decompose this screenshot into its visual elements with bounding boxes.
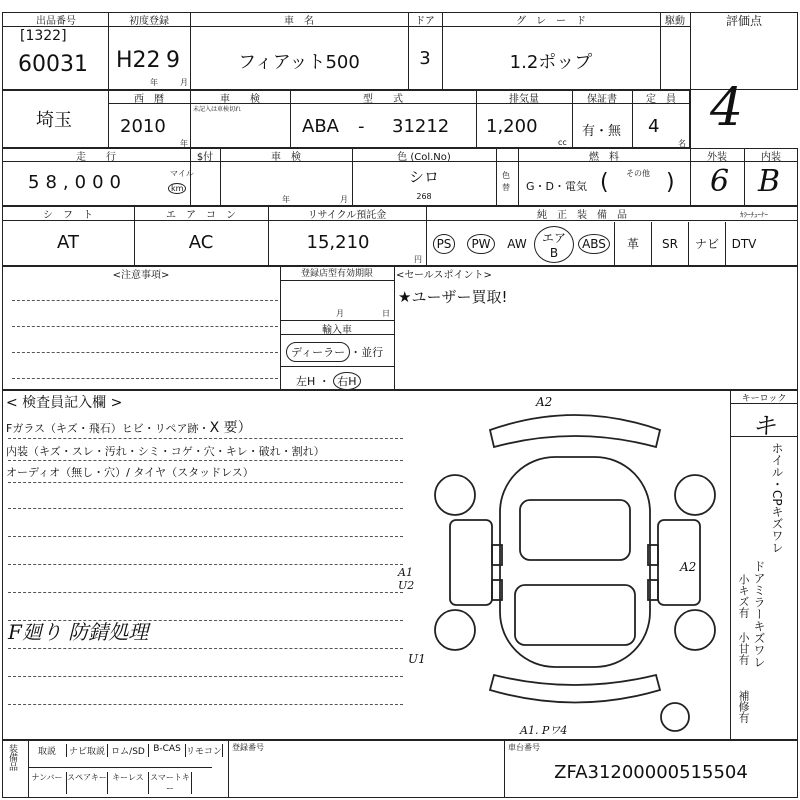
displacement-label: 排気量 bbox=[509, 94, 539, 105]
vin: ZFA31200000515504 bbox=[554, 762, 748, 783]
capacity: 4 bbox=[648, 116, 660, 137]
doors: 3 bbox=[419, 48, 431, 69]
equip-dtv: DTV bbox=[725, 222, 762, 266]
mark-front: A2 bbox=[536, 395, 553, 409]
footer-items-bottom: ナンバー スペアキー キーレス スマートキー bbox=[28, 772, 192, 794]
capacity-label: 定 員 bbox=[646, 94, 676, 105]
reg-expiry-label: 登録店型有効期限 bbox=[300, 269, 373, 279]
keylock-value: キ bbox=[752, 412, 776, 440]
year-label: 西 暦 bbox=[134, 94, 164, 105]
mark-left2: U1 bbox=[408, 652, 426, 666]
exterior-label: 外装 bbox=[707, 152, 727, 163]
color: シロ bbox=[408, 168, 439, 186]
fuel-label: 燃 料 bbox=[589, 152, 619, 163]
lot-prefix: [1322] bbox=[20, 28, 67, 44]
ac: AC bbox=[188, 232, 214, 253]
mileage-label: 走 行 bbox=[76, 152, 116, 163]
equip-aw: AW bbox=[507, 237, 527, 251]
year: 2010 bbox=[120, 116, 166, 137]
interior-label: 内装 bbox=[761, 152, 781, 163]
footer-items-top: 取説 ナビ取説 ロム/SD B-CAS リモコン bbox=[28, 744, 223, 757]
shift: AT bbox=[57, 232, 79, 253]
glass-line: Fガラス（キズ・飛石）ヒビ・リペア跡・X 要） bbox=[6, 420, 252, 436]
notes-row bbox=[2, 266, 798, 390]
car-name: フィアット500 bbox=[238, 52, 360, 73]
recycle-label: リサイクル預託金 bbox=[307, 210, 387, 221]
audio-line: オーディオ（無し・穴）/ タイヤ（スタッドレス） bbox=[6, 466, 254, 479]
interior: B bbox=[758, 164, 781, 199]
lot-number: 60031 bbox=[18, 52, 88, 77]
footer-equip-label: 装備品 bbox=[7, 744, 17, 771]
inspector-title: < 検査員記入欄 > bbox=[6, 395, 123, 411]
region: 埼玉 bbox=[36, 110, 72, 131]
legend-repaired: 補修有 bbox=[737, 690, 750, 723]
mark-right: A2 bbox=[680, 560, 697, 574]
reg-no-label: 登録番号 bbox=[232, 743, 264, 752]
right-hand: 右H bbox=[333, 372, 360, 390]
keylock-label: キーロック bbox=[741, 394, 787, 404]
color-label: 色 (Col.No) bbox=[397, 152, 451, 163]
fuel-options: G・D・電気 bbox=[526, 180, 587, 193]
first-reg-month: 9 bbox=[166, 48, 180, 73]
grade: 1.2ポップ bbox=[509, 52, 593, 73]
equip-leather: 革 bbox=[614, 222, 651, 266]
first-reg-era: H22 bbox=[116, 48, 161, 73]
mileage: 58,000 bbox=[28, 172, 127, 193]
color-no: 268 bbox=[416, 192, 432, 201]
equip-pw: PW bbox=[467, 234, 494, 254]
displacement: 1,200 bbox=[486, 116, 538, 137]
mark-left: A1 U2 bbox=[398, 566, 415, 592]
inspection-label: 車 検 bbox=[220, 94, 260, 105]
score-label: 評価点 bbox=[725, 14, 762, 28]
car-name-label: 車 名 bbox=[284, 16, 314, 27]
sales-label: <セールスポイント> bbox=[396, 270, 492, 281]
ac-label: エ ア コ ン bbox=[166, 210, 236, 221]
legend-small2: 小甘有 bbox=[737, 632, 750, 665]
km-unit: km bbox=[168, 183, 186, 194]
import-label: 輸入車 bbox=[322, 325, 352, 336]
interior-line: 内装（キズ・スレ・汚れ・シミ・コゲ・穴・キレ・破れ・割れ） bbox=[6, 445, 325, 458]
legend-small: 小キズ有 bbox=[737, 574, 750, 618]
shift-label: シ フ ト bbox=[43, 210, 93, 221]
model-prefix: ABA bbox=[302, 116, 339, 137]
warranty-label: 保証書 bbox=[587, 94, 617, 105]
recycle: 15,210 bbox=[306, 232, 370, 253]
equip-list bbox=[426, 222, 798, 266]
sales-point: ★ユーザー買取! bbox=[398, 288, 508, 306]
vin-label: 車台番号 bbox=[508, 743, 540, 752]
door-label: ドア bbox=[415, 16, 435, 27]
mark-rear: A1. Pワ4 bbox=[520, 724, 568, 737]
equip-sr: SR bbox=[651, 222, 688, 266]
handwritten-note: F廻り 防錆処理 bbox=[8, 620, 149, 644]
score: 4 bbox=[710, 78, 744, 138]
equip-abs: ABS bbox=[578, 234, 610, 254]
equip-navi: ナビ bbox=[688, 222, 725, 266]
caution-label: <注意事項> bbox=[112, 270, 170, 281]
grade-label: グ レ ー ド bbox=[516, 16, 586, 27]
warranty: 有・無 bbox=[582, 124, 622, 139]
shaken-label: 車 検 bbox=[271, 152, 301, 163]
equip-label: 純 正 装 備 品 bbox=[537, 210, 627, 221]
model-code: 31212 bbox=[392, 116, 450, 137]
dealer: ディーラー bbox=[286, 342, 350, 362]
model-label: 型 式 bbox=[363, 94, 403, 105]
equip-airbag: エアB bbox=[534, 226, 574, 263]
first-reg-label: 初度登録 bbox=[129, 16, 169, 27]
exterior: 6 bbox=[710, 164, 730, 199]
left-hand: 左H bbox=[296, 375, 316, 388]
drive-label: 駆動 bbox=[665, 16, 685, 27]
legend-main: ホイル・CPキズワレ bbox=[770, 442, 784, 554]
equip-ps: PS bbox=[433, 234, 456, 254]
legend-door: ドアミラーキズワレ bbox=[752, 560, 766, 668]
lot-label: 出品番号 bbox=[36, 16, 76, 27]
